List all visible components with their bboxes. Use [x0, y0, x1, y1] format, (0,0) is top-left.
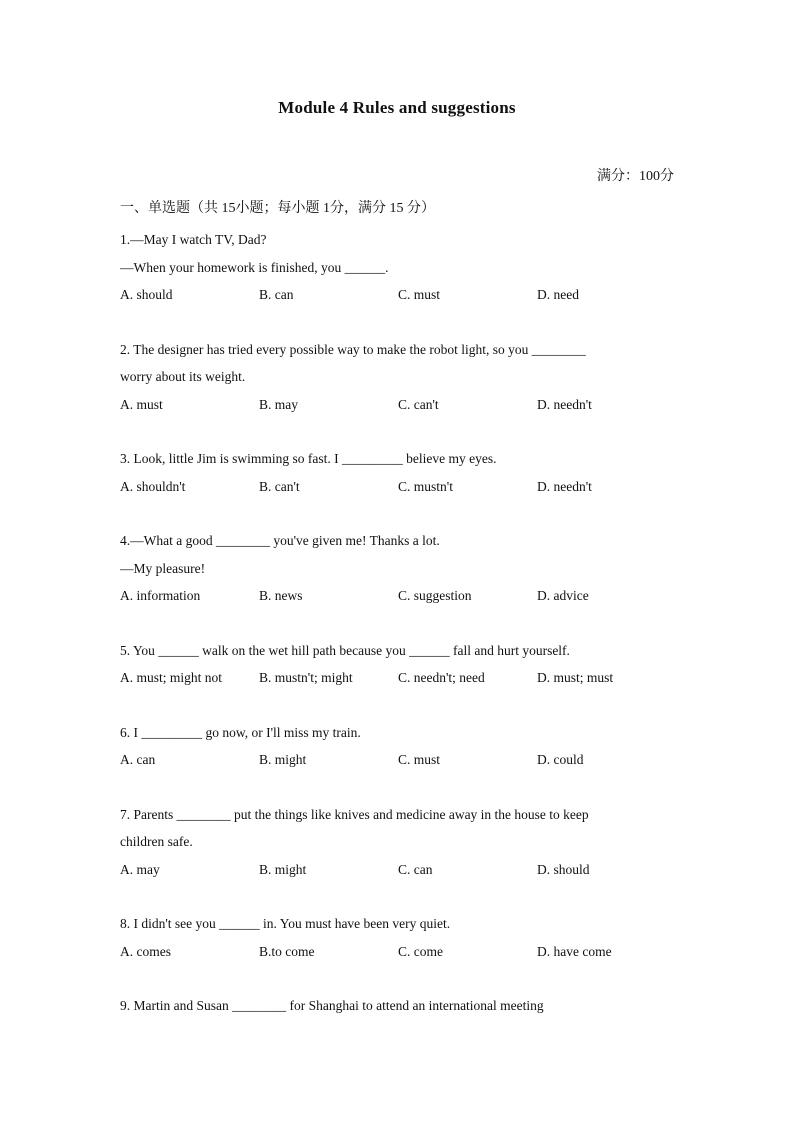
question-list — [120, 226, 676, 1047]
option-a: A. information — [120, 588, 201, 603]
options-row — [120, 746, 676, 774]
option-b: B. may — [259, 396, 298, 412]
option-a: A. shouldn't — [120, 478, 186, 494]
question-4 — [120, 527, 676, 610]
option-d: D. needn't — [537, 396, 592, 412]
option-c: C. needn't; need — [398, 670, 485, 685]
question-text: 4.—What a good ________ you've given me! Thanks a lot. — [120, 533, 440, 548]
section-heading: 一、单选题（共 15小题；每小题 1分，满分 15 分） — [120, 201, 435, 216]
options-row — [120, 473, 676, 501]
question-9 — [120, 992, 676, 1020]
question-text: —When your homework is finished, you ______. — [120, 259, 389, 275]
option-a: A. can — [120, 752, 156, 767]
options-row — [120, 582, 676, 610]
option-c: C. must — [398, 287, 441, 302]
options-row — [120, 938, 676, 966]
question-3 — [120, 445, 676, 500]
question-1 — [120, 226, 676, 309]
question-text: 1.—May I watch TV, Dad? — [120, 232, 267, 247]
option-d: D. needn't — [537, 478, 592, 494]
option-b: B. mustn't; might — [259, 670, 353, 685]
option-b: B. might — [259, 861, 307, 877]
question-text: 5. You ______ walk on the wet hill path because you ______ fall and hurt yourself. — [120, 642, 570, 658]
option-b: B. can — [259, 287, 294, 302]
question-5 — [120, 637, 676, 692]
question-text: 2. The designer has tried every possible way to make the robot light, so you ________ — [120, 341, 586, 357]
question-text: children safe. — [120, 834, 193, 849]
options-row — [120, 856, 676, 884]
question-text: 8. I didn't see you ______ in. You must have been very quiet. — [120, 916, 451, 931]
option-c: C. must — [398, 752, 441, 767]
option-d: D. could — [537, 752, 584, 767]
option-c: C. come — [398, 943, 443, 959]
option-d: D. have come — [537, 943, 612, 959]
question-text: 9. Martin and Susan ________ for Shanghai to attend an international meeting — [120, 998, 544, 1013]
option-d: D. advice — [537, 588, 589, 603]
option-b: B. news — [259, 588, 303, 603]
question-7 — [120, 801, 676, 884]
option-c: C. suggestion — [398, 588, 472, 603]
question-6 — [120, 719, 676, 774]
option-a: A. must; might not — [120, 670, 223, 685]
options-row — [120, 281, 676, 309]
option-a: A. must — [120, 396, 163, 412]
option-a: A. should — [120, 287, 173, 302]
question-8 — [120, 910, 676, 965]
question-text: 3. Look, little Jim is swimming so fast. I _________ believe my eyes. — [120, 451, 497, 466]
question-2 — [120, 336, 676, 419]
question-text: 6. I _________ go now, or I'll miss my train. — [120, 724, 361, 740]
option-a: A. comes — [120, 943, 171, 959]
options-row — [120, 664, 676, 692]
option-b: B. might — [259, 752, 307, 767]
option-d: D. must; must — [537, 670, 614, 685]
option-c: C. can — [398, 861, 433, 877]
page-title: Module 4 Rules and suggestions — [278, 98, 516, 117]
question-text: 7. Parents ________ put the things like knives and medicine away in the house to keep — [120, 806, 589, 822]
option-b: B.to come — [259, 943, 315, 959]
option-d: D. need — [537, 287, 579, 302]
option-a: A. may — [120, 861, 160, 877]
option-c: C. mustn't — [398, 478, 453, 494]
option-c: C. can't — [398, 396, 439, 412]
option-b: B. can't — [259, 478, 300, 494]
option-d: D. should — [537, 861, 590, 877]
options-row — [120, 391, 676, 419]
question-text: —My pleasure! — [120, 560, 206, 576]
full-score: 满分：100分 — [597, 169, 674, 184]
question-text: worry about its weight. — [120, 369, 246, 384]
